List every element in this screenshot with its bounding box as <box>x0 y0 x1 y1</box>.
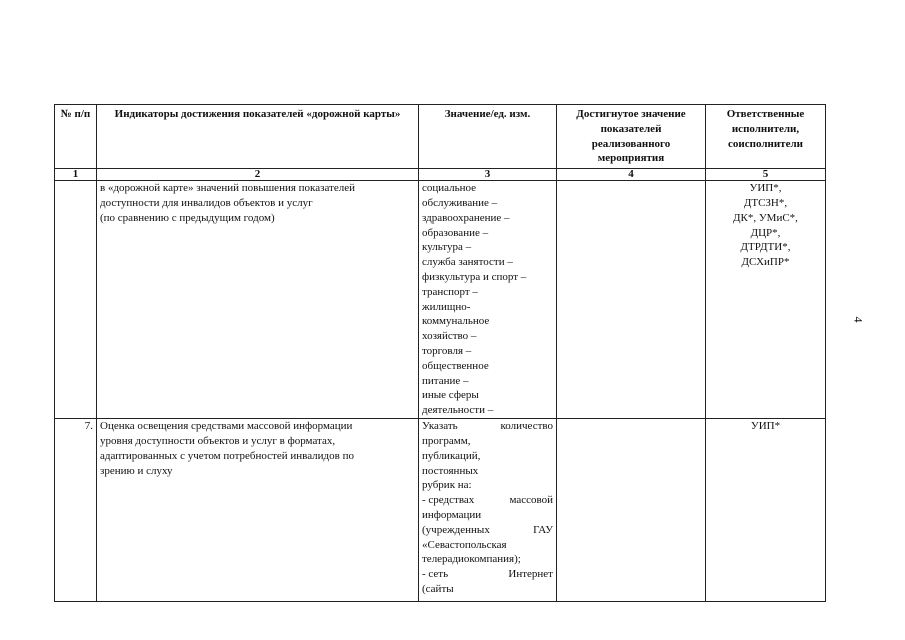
text-line: образование – <box>422 226 489 239</box>
text-line: здравоохранение – <box>422 211 510 224</box>
text-line: культура – <box>422 241 472 254</box>
text-line: ДТРДТИ*, <box>740 241 791 254</box>
text-line: зрению и слуху <box>100 464 173 477</box>
text-line: УИП*, <box>749 182 782 195</box>
responsible-cell <box>706 419 826 602</box>
value-cell <box>419 419 557 602</box>
text-line: коммунальное <box>422 315 490 328</box>
text-line: доступности для инвалидов объектов и услуг <box>100 196 313 209</box>
text-word: ГАУ <box>533 523 553 536</box>
text-line: «Севастопольская <box>422 538 507 551</box>
text-line: УИП* <box>750 420 781 433</box>
header-indicator: Индикаторы достижения показателей «дорожной карты» <box>97 105 419 169</box>
text-line: рубрик на: <box>422 479 472 492</box>
text-line: (сайты <box>422 582 454 595</box>
indicator-cell <box>97 419 419 602</box>
text-word: (учрежденных <box>422 523 490 536</box>
text-line: программ, <box>422 434 471 447</box>
text-line: информации <box>422 508 482 521</box>
column-number: 3 <box>419 169 557 181</box>
text-line: телерадиокомпания); <box>422 553 521 566</box>
indicator-cell <box>97 181 419 419</box>
row-number: 7. <box>55 419 97 602</box>
roadmap-table <box>54 104 826 602</box>
header-achieved: Достигнутое значение показателей реализованного мероприятия <box>557 105 706 169</box>
text-line: деятельности – <box>422 404 494 417</box>
column-number: 1 <box>55 169 97 181</box>
text-word: количество <box>500 420 553 433</box>
text-line: ДК*, УМиС*, <box>733 211 798 224</box>
text-word: - сеть <box>422 568 449 581</box>
text-word: Указать <box>422 420 458 433</box>
column-number: 2 <box>97 169 419 181</box>
column-number-row <box>55 169 826 181</box>
header-value: Значение/ед. изм. <box>419 105 557 169</box>
header-responsible: Ответственные исполнители, соисполнители <box>706 105 826 169</box>
header-row <box>55 105 826 169</box>
text-line: ДТСЗН*, <box>743 196 788 209</box>
indicator-text <box>100 419 415 478</box>
achieved-cell <box>557 181 706 419</box>
text-line: обслуживание – <box>422 196 498 209</box>
text-line <box>422 419 553 434</box>
table-row <box>55 419 826 602</box>
text-line: ДЦР*, <box>750 226 781 239</box>
text-line: служба занятости – <box>422 256 513 269</box>
text-line: Оценка освещения средствами массовой информации <box>100 420 353 433</box>
column-number: 4 <box>557 169 706 181</box>
responsible-list <box>709 419 822 434</box>
text-line: публикаций, <box>422 449 481 462</box>
text-line <box>422 493 553 508</box>
text-line <box>422 567 553 582</box>
text-line: физкультура и спорт – <box>422 270 527 283</box>
responsible-cell <box>706 181 826 419</box>
text-line: адаптированных с учетом потребностей инвалидов по <box>100 449 354 462</box>
achieved-cell <box>557 419 706 602</box>
text-word: массовой <box>509 494 553 507</box>
row-number <box>55 181 97 419</box>
column-number: 5 <box>706 169 826 181</box>
responsible-list <box>709 181 822 270</box>
text-line <box>422 523 553 538</box>
text-line: питание – <box>422 374 469 387</box>
value-list <box>422 419 553 597</box>
text-word: Интернет <box>508 568 553 581</box>
text-line: общественное <box>422 359 489 372</box>
value-list <box>422 181 553 418</box>
text-line: социальное <box>422 182 477 195</box>
text-word: - средствах <box>422 494 475 507</box>
text-line: хозяйство – <box>422 330 477 343</box>
header-num: № п/п <box>55 105 97 169</box>
text-line: жилищно- <box>422 300 471 313</box>
text-line: транспорт – <box>422 285 478 298</box>
text-line: постоянных <box>422 464 479 477</box>
text-line: ДСХиПР* <box>741 256 790 269</box>
indicator-text <box>100 181 415 225</box>
text-line: иные сферы <box>422 389 479 402</box>
value-cell <box>419 181 557 419</box>
page-number: 4 <box>851 316 866 323</box>
text-line: торговля – <box>422 344 472 357</box>
text-line: в «дорожной карте» значений повышения показателей <box>100 182 355 195</box>
text-line: уровня доступности объектов и услуг в форматах, <box>100 434 336 447</box>
table-row <box>55 181 826 419</box>
text-line: (по сравнению с предыдущим годом) <box>100 211 275 224</box>
